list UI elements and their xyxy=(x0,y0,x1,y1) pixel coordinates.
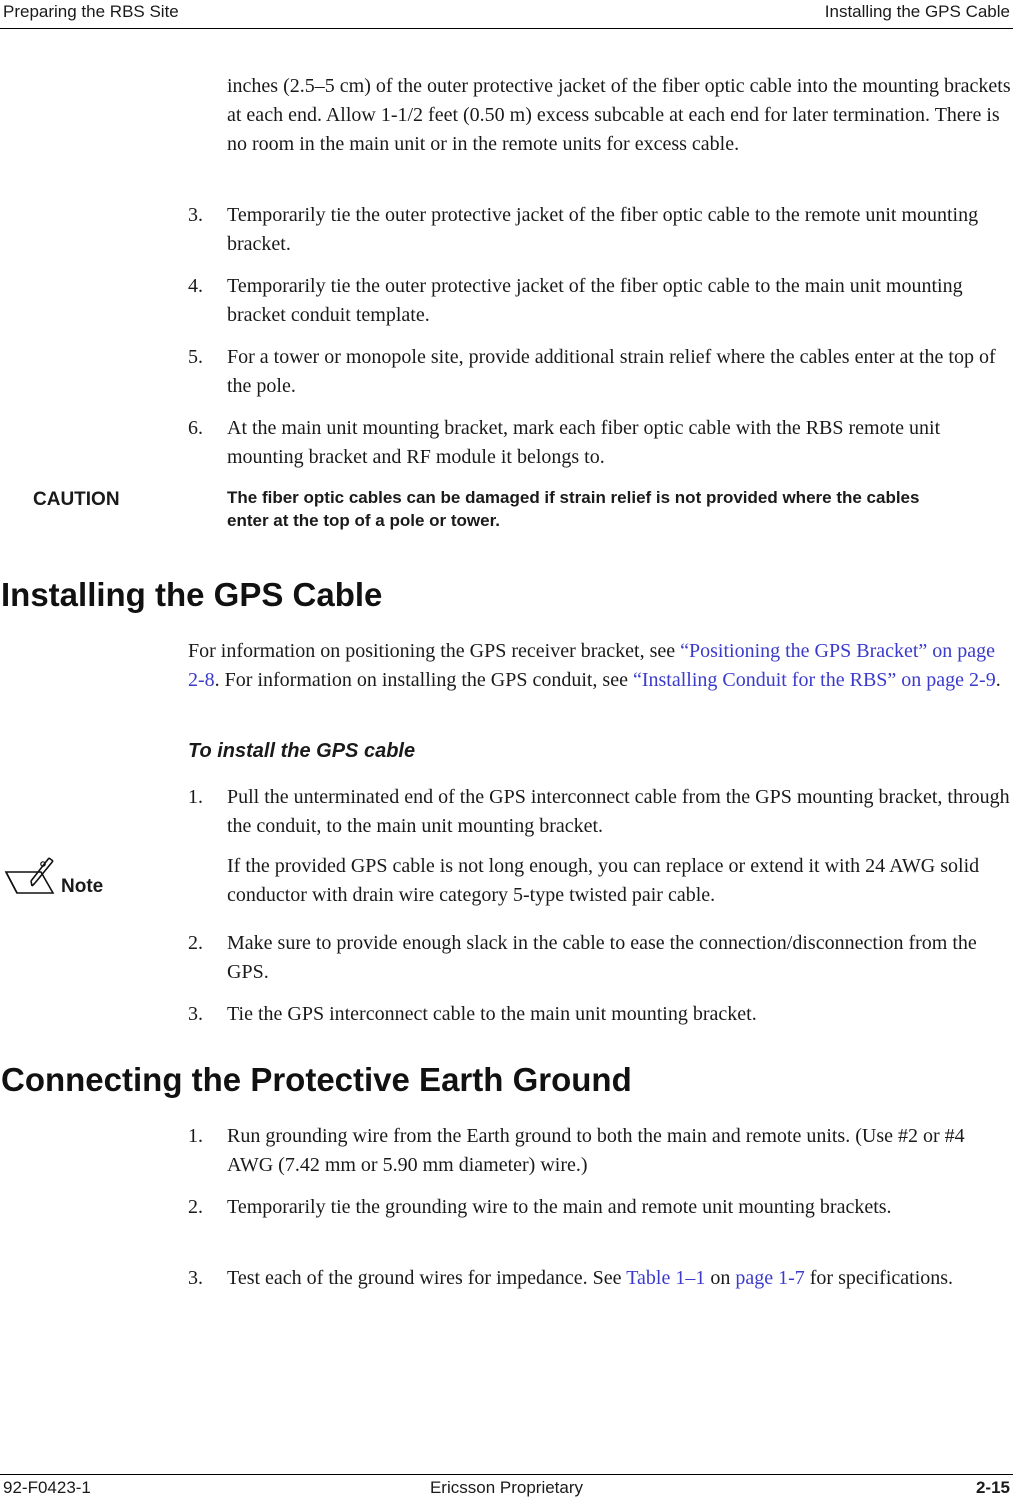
step-number: 3. xyxy=(188,204,203,226)
footer-doc-number: 92-F0423-1 xyxy=(3,1478,91,1497)
link-installing-conduit[interactable]: “Installing Conduit for the RBS” on page 2-9 xyxy=(632,669,996,691)
header-chapter-title: Preparing the RBS Site xyxy=(3,2,179,21)
step-text: Pull the unterminated end of the GPS interconnect cable from the GPS mounting bracket, through the conduit, to the main unit mounting bracket. xyxy=(227,786,1010,837)
footer-page-number: 2-15 xyxy=(975,1478,1010,1497)
step-text: Temporarily tie the grounding wire to the main and remote unit mounting brackets. xyxy=(227,1196,892,1218)
step-number: 6. xyxy=(188,417,203,439)
step-number: 3. xyxy=(188,1003,203,1025)
section-heading-ground: Connecting the Protective Earth Ground xyxy=(1,1061,632,1098)
continued-paragraph: inches (2.5–5 cm) of the outer protective jacket of the fiber optic cable into the mounting brackets at each end. Allow 1-1/2 feet (0.50 m) excess subcable at each end for later termination. There is no room in the main unit or in the remote units for excess cable. xyxy=(227,75,1011,155)
note-label: Note xyxy=(61,876,104,897)
caution-text: The fiber optic cables can be damaged if strain relief is not provided where the cables enter at the top of a pole or tower. xyxy=(227,488,920,530)
note-text: If the provided GPS cable is not long enough, you can replace or extend it with 24 AWG solid conductor with drain wire category 5-type twisted pair cable. xyxy=(227,855,980,906)
step-number: 2. xyxy=(188,1196,203,1218)
header-section-title: Installing the GPS Cable xyxy=(824,2,1010,21)
step-text: Tie the GPS interconnect cable to the main unit mounting bracket. xyxy=(227,1003,757,1025)
step-text-part: Test each of the ground wires for impedance. See xyxy=(227,1267,627,1289)
note-pencil-icon xyxy=(3,855,57,895)
step-text-part: on xyxy=(705,1267,736,1289)
step-text: Temporarily tie the outer protective jacket of the fiber optic cable to the remote unit mounting bracket. xyxy=(227,204,979,255)
step-number: 5. xyxy=(188,346,203,368)
link-table-1-1[interactable]: Table 1–1 xyxy=(626,1267,706,1289)
running-header xyxy=(0,0,1013,29)
step-text: Temporarily tie the outer protective jacket of the fiber optic cable to the main unit mounting bracket conduit template. xyxy=(227,275,963,326)
step-number: 2. xyxy=(188,932,203,954)
step-text: For a tower or monopole site, provide additional strain relief where the cables enter at the top of the pole. xyxy=(227,346,996,397)
step-text: At the main unit mounting bracket, mark each fiber optic cable with the RBS remote unit mounting bracket and RF module it belongs to. xyxy=(227,417,941,468)
step-number: 4. xyxy=(188,275,203,297)
section-heading-gps: Installing the GPS Cable xyxy=(1,576,383,613)
step-number: 1. xyxy=(188,1125,203,1147)
intro-text: . For information on installing the GPS conduit, see xyxy=(214,669,633,691)
running-footer xyxy=(0,1474,1013,1501)
gps-intro-paragraph xyxy=(188,637,1010,695)
link-positioning-gps-bracket[interactable]: “Positioning the GPS Bracket” on page 2-8 xyxy=(188,640,996,691)
caution-label: CAUTION xyxy=(33,489,120,510)
link-page-1-7[interactable]: page 1-7 xyxy=(735,1267,805,1289)
intro-text: . xyxy=(995,669,1001,691)
step-text xyxy=(227,1264,1010,1293)
step-number: 1. xyxy=(188,786,203,808)
step-number: 3. xyxy=(188,1267,203,1289)
procedure-title: To install the GPS cable xyxy=(188,740,416,762)
step-text-part: for specifications. xyxy=(804,1267,954,1289)
step-text: Run grounding wire from the Earth ground to both the main and remote units. (Use #2 or #4 AWG (7.42 mm or 5.90 mm diameter) wire.) xyxy=(227,1125,965,1176)
intro-text: For information on positioning the GPS receiver bracket, see xyxy=(188,640,681,662)
footer-proprietary: Ericsson Proprietary xyxy=(429,1478,584,1497)
step-text: Make sure to provide enough slack in the cable to ease the connection/disconnection from the GPS. xyxy=(227,932,977,983)
